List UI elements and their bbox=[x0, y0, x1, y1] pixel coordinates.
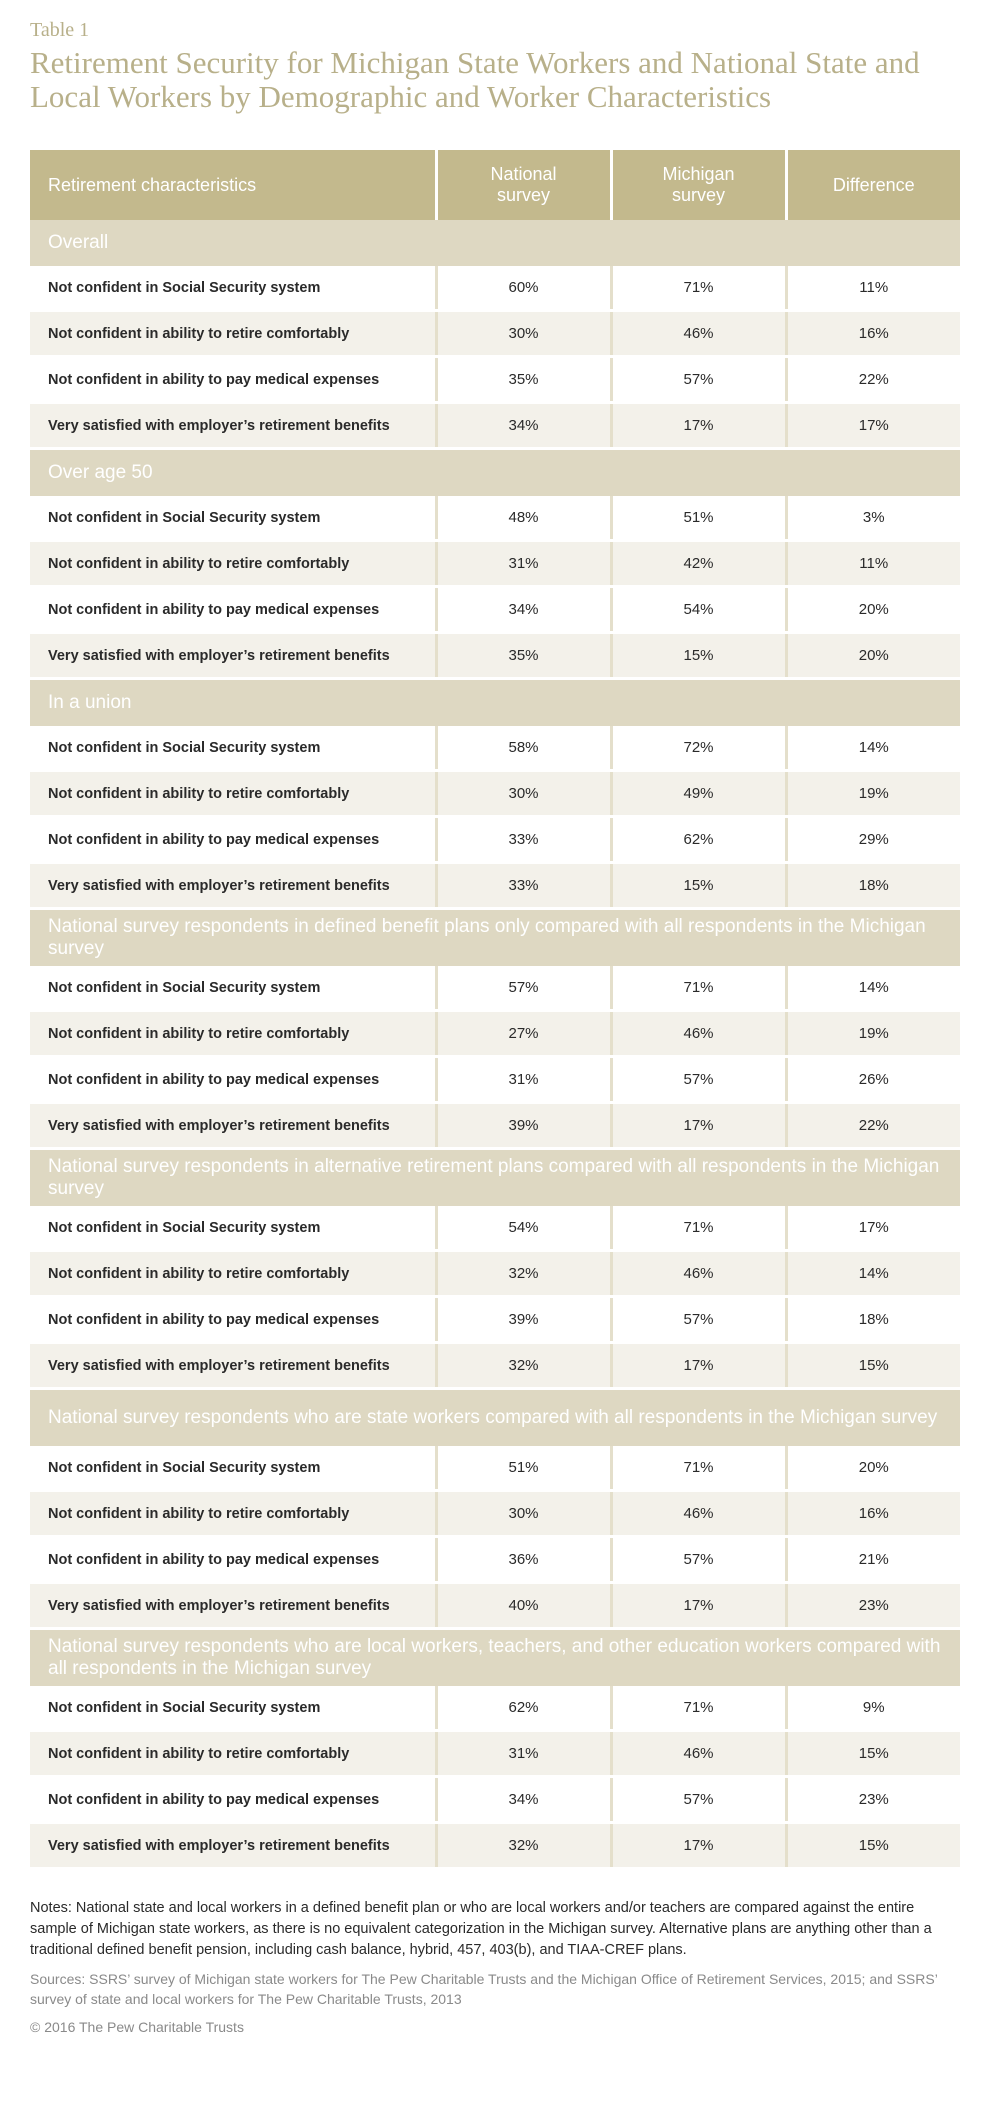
michigan-value: 57% bbox=[611, 1297, 786, 1343]
national-value: 33% bbox=[436, 817, 611, 863]
difference-value: 16% bbox=[786, 1491, 960, 1537]
michigan-value: 17% bbox=[611, 1343, 786, 1389]
michigan-value: 17% bbox=[611, 1103, 786, 1149]
michigan-value: 57% bbox=[611, 1057, 786, 1103]
row-characteristic: Not confident in Social Security system bbox=[30, 966, 436, 1011]
table-row bbox=[30, 587, 960, 633]
difference-value: 23% bbox=[786, 1583, 960, 1629]
table-row bbox=[30, 1686, 960, 1731]
michigan-value: 62% bbox=[611, 817, 786, 863]
michigan-value: 54% bbox=[611, 587, 786, 633]
national-value: 36% bbox=[436, 1537, 611, 1583]
table-row bbox=[30, 863, 960, 909]
table-row bbox=[30, 1823, 960, 1869]
row-characteristic: Not confident in ability to pay medical expenses bbox=[30, 1297, 436, 1343]
section-title: National survey respondents who are local workers, teachers, and other education workers compared with all respondents in the Michigan survey bbox=[30, 1629, 960, 1687]
header-characteristics: Retirement characteristics bbox=[30, 150, 436, 220]
sources: Sources: SSRS’ survey of Michigan state workers for The Pew Charitable Trusts and the Michigan Office of Retirement Services, 2015; and SSRS’ survey of state and local workers for The Pew Charitable Trusts, 2013 bbox=[30, 1971, 938, 2007]
difference-value: 26% bbox=[786, 1057, 960, 1103]
difference-value: 20% bbox=[786, 1446, 960, 1491]
section-title: National survey respondents in alternative retirement plans compared with all respondents in the Michigan survey bbox=[30, 1149, 960, 1207]
table-row bbox=[30, 496, 960, 541]
copyright: © 2016 The Pew Charitable Trusts bbox=[30, 2019, 244, 2035]
difference-value: 19% bbox=[786, 1011, 960, 1057]
difference-value: 17% bbox=[786, 1206, 960, 1251]
national-value: 51% bbox=[436, 1446, 611, 1491]
national-value: 57% bbox=[436, 966, 611, 1011]
national-value: 34% bbox=[436, 1777, 611, 1823]
michigan-value: 46% bbox=[611, 1251, 786, 1297]
michigan-value: 46% bbox=[611, 311, 786, 357]
michigan-value: 72% bbox=[611, 726, 786, 771]
national-value: 32% bbox=[436, 1823, 611, 1869]
michigan-value: 17% bbox=[611, 1823, 786, 1869]
national-value: 30% bbox=[436, 311, 611, 357]
row-characteristic: Not confident in ability to retire comfortably bbox=[30, 541, 436, 587]
michigan-value: 57% bbox=[611, 1537, 786, 1583]
difference-value: 21% bbox=[786, 1537, 960, 1583]
section-title: Overall bbox=[30, 220, 960, 266]
section-title: Over age 50 bbox=[30, 449, 960, 497]
national-value: 30% bbox=[436, 1491, 611, 1537]
section-title: National survey respondents in defined benefit plans only compared with all respondents in the Michigan survey bbox=[30, 909, 960, 967]
table-row bbox=[30, 1446, 960, 1491]
header-national-survey: National survey bbox=[436, 150, 611, 220]
table-row bbox=[30, 1206, 960, 1251]
row-characteristic: Very satisfied with employer’s retirement benefits bbox=[30, 1343, 436, 1389]
table-row bbox=[30, 1731, 960, 1777]
michigan-value: 71% bbox=[611, 1686, 786, 1731]
row-characteristic: Not confident in ability to pay medical expenses bbox=[30, 1537, 436, 1583]
table-row bbox=[30, 1057, 960, 1103]
national-value: 32% bbox=[436, 1343, 611, 1389]
row-characteristic: Not confident in ability to retire comfortably bbox=[30, 1491, 436, 1537]
national-value: 40% bbox=[436, 1583, 611, 1629]
row-characteristic: Very satisfied with employer’s retirement benefits bbox=[30, 1823, 436, 1869]
difference-value: 14% bbox=[786, 966, 960, 1011]
row-characteristic: Not confident in Social Security system bbox=[30, 1446, 436, 1491]
table-row bbox=[30, 1011, 960, 1057]
row-characteristic: Very satisfied with employer’s retirement benefits bbox=[30, 633, 436, 679]
michigan-value: 49% bbox=[611, 771, 786, 817]
difference-value: 17% bbox=[786, 403, 960, 449]
section-header-row bbox=[30, 1389, 960, 1447]
row-characteristic: Not confident in Social Security system bbox=[30, 496, 436, 541]
michigan-value: 57% bbox=[611, 357, 786, 403]
table-row bbox=[30, 357, 960, 403]
difference-value: 18% bbox=[786, 863, 960, 909]
header-row bbox=[30, 150, 960, 220]
difference-value: 15% bbox=[786, 1731, 960, 1777]
michigan-value: 17% bbox=[611, 1583, 786, 1629]
table-row bbox=[30, 1251, 960, 1297]
section-title: National survey respondents who are state workers compared with all respondents in the Michigan survey bbox=[30, 1389, 960, 1447]
national-value: 62% bbox=[436, 1686, 611, 1731]
table-row bbox=[30, 1491, 960, 1537]
table-label: Table 1 bbox=[30, 19, 90, 41]
michigan-value: 71% bbox=[611, 266, 786, 311]
table-body bbox=[30, 220, 960, 1869]
table-row bbox=[30, 1297, 960, 1343]
michigan-value: 46% bbox=[611, 1491, 786, 1537]
table-row bbox=[30, 1777, 960, 1823]
difference-value: 15% bbox=[786, 1343, 960, 1389]
national-value: 35% bbox=[436, 357, 611, 403]
table-row bbox=[30, 541, 960, 587]
difference-value: 16% bbox=[786, 311, 960, 357]
section-header-row bbox=[30, 909, 960, 967]
national-value: 31% bbox=[436, 541, 611, 587]
row-characteristic: Very satisfied with employer’s retirement benefits bbox=[30, 1103, 436, 1149]
michigan-value: 51% bbox=[611, 496, 786, 541]
row-characteristic: Not confident in ability to retire comfortably bbox=[30, 1251, 436, 1297]
difference-value: 15% bbox=[786, 1823, 960, 1869]
national-value: 54% bbox=[436, 1206, 611, 1251]
row-characteristic: Not confident in ability to retire comfortably bbox=[30, 311, 436, 357]
national-value: 31% bbox=[436, 1057, 611, 1103]
difference-value: 14% bbox=[786, 1251, 960, 1297]
national-value: 60% bbox=[436, 266, 611, 311]
difference-value: 3% bbox=[786, 496, 960, 541]
difference-value: 22% bbox=[786, 1103, 960, 1149]
michigan-value: 15% bbox=[611, 863, 786, 909]
table-row bbox=[30, 1583, 960, 1629]
michigan-value: 17% bbox=[611, 403, 786, 449]
national-value: 48% bbox=[436, 496, 611, 541]
michigan-value: 46% bbox=[611, 1011, 786, 1057]
row-characteristic: Not confident in ability to retire comfortably bbox=[30, 1011, 436, 1057]
header-difference: Difference bbox=[786, 150, 960, 220]
table-row bbox=[30, 311, 960, 357]
difference-value: 29% bbox=[786, 817, 960, 863]
section-header-row bbox=[30, 220, 960, 266]
table-figure bbox=[30, 18, 960, 2035]
row-characteristic: Not confident in Social Security system bbox=[30, 726, 436, 771]
national-value: 31% bbox=[436, 1731, 611, 1777]
row-characteristic: Not confident in Social Security system bbox=[30, 266, 436, 311]
national-value: 27% bbox=[436, 1011, 611, 1057]
difference-value: 20% bbox=[786, 633, 960, 679]
michigan-value: 71% bbox=[611, 966, 786, 1011]
difference-value: 11% bbox=[786, 541, 960, 587]
row-characteristic: Very satisfied with employer’s retirement benefits bbox=[30, 863, 436, 909]
difference-value: 9% bbox=[786, 1686, 960, 1731]
national-value: 39% bbox=[436, 1103, 611, 1149]
section-header-row bbox=[30, 449, 960, 497]
table-row bbox=[30, 403, 960, 449]
table-row bbox=[30, 966, 960, 1011]
row-characteristic: Not confident in ability to pay medical expenses bbox=[30, 1057, 436, 1103]
row-characteristic: Not confident in ability to retire comfortably bbox=[30, 1731, 436, 1777]
row-characteristic: Not confident in Social Security system bbox=[30, 1206, 436, 1251]
row-characteristic: Not confident in ability to pay medical expenses bbox=[30, 817, 436, 863]
table-row bbox=[30, 1537, 960, 1583]
michigan-value: 71% bbox=[611, 1446, 786, 1491]
section-title: In a union bbox=[30, 679, 960, 727]
difference-value: 14% bbox=[786, 726, 960, 771]
michigan-value: 71% bbox=[611, 1206, 786, 1251]
difference-value: 22% bbox=[786, 357, 960, 403]
table-row bbox=[30, 266, 960, 311]
section-header-row bbox=[30, 1629, 960, 1687]
table-row bbox=[30, 817, 960, 863]
difference-value: 19% bbox=[786, 771, 960, 817]
page-title: Retirement Security for Michigan State Workers and National State and Local Workers by Demographic and Worker Characteristics bbox=[30, 45, 920, 114]
michigan-value: 15% bbox=[611, 633, 786, 679]
national-value: 34% bbox=[436, 587, 611, 633]
section-header-row bbox=[30, 1149, 960, 1207]
national-value: 39% bbox=[436, 1297, 611, 1343]
row-characteristic: Very satisfied with employer’s retirement benefits bbox=[30, 403, 436, 449]
national-value: 32% bbox=[436, 1251, 611, 1297]
row-characteristic: Not confident in ability to pay medical expenses bbox=[30, 587, 436, 633]
section-header-row bbox=[30, 679, 960, 727]
national-value: 58% bbox=[436, 726, 611, 771]
row-characteristic: Very satisfied with employer’s retirement benefits bbox=[30, 1583, 436, 1629]
michigan-value: 42% bbox=[611, 541, 786, 587]
michigan-value: 46% bbox=[611, 1731, 786, 1777]
difference-value: 18% bbox=[786, 1297, 960, 1343]
row-characteristic: Not confident in ability to retire comfortably bbox=[30, 771, 436, 817]
national-value: 30% bbox=[436, 771, 611, 817]
table-row bbox=[30, 771, 960, 817]
header-michigan-survey: Michigan survey bbox=[611, 150, 786, 220]
difference-value: 11% bbox=[786, 266, 960, 311]
difference-value: 23% bbox=[786, 1777, 960, 1823]
national-value: 35% bbox=[436, 633, 611, 679]
notes: Notes: National state and local workers in a defined benefit plan or who are local workers and/or teachers are compared against the entire sample of Michigan state workers, as there is no equivalent categorization in the Michigan survey. Alternative plans are anything other than a traditional defined benefit pension, including cash balance, hybrid, 457, 403(b), and TIAA-CREF plans. bbox=[30, 1900, 932, 1958]
table-row bbox=[30, 726, 960, 771]
row-characteristic: Not confident in Social Security system bbox=[30, 1686, 436, 1731]
national-value: 33% bbox=[436, 863, 611, 909]
table-row bbox=[30, 1343, 960, 1389]
table-row bbox=[30, 1103, 960, 1149]
row-characteristic: Not confident in ability to pay medical expenses bbox=[30, 357, 436, 403]
national-value: 34% bbox=[436, 403, 611, 449]
data-table bbox=[30, 150, 960, 1870]
difference-value: 20% bbox=[786, 587, 960, 633]
table-row bbox=[30, 633, 960, 679]
row-characteristic: Not confident in ability to pay medical expenses bbox=[30, 1777, 436, 1823]
michigan-value: 57% bbox=[611, 1777, 786, 1823]
